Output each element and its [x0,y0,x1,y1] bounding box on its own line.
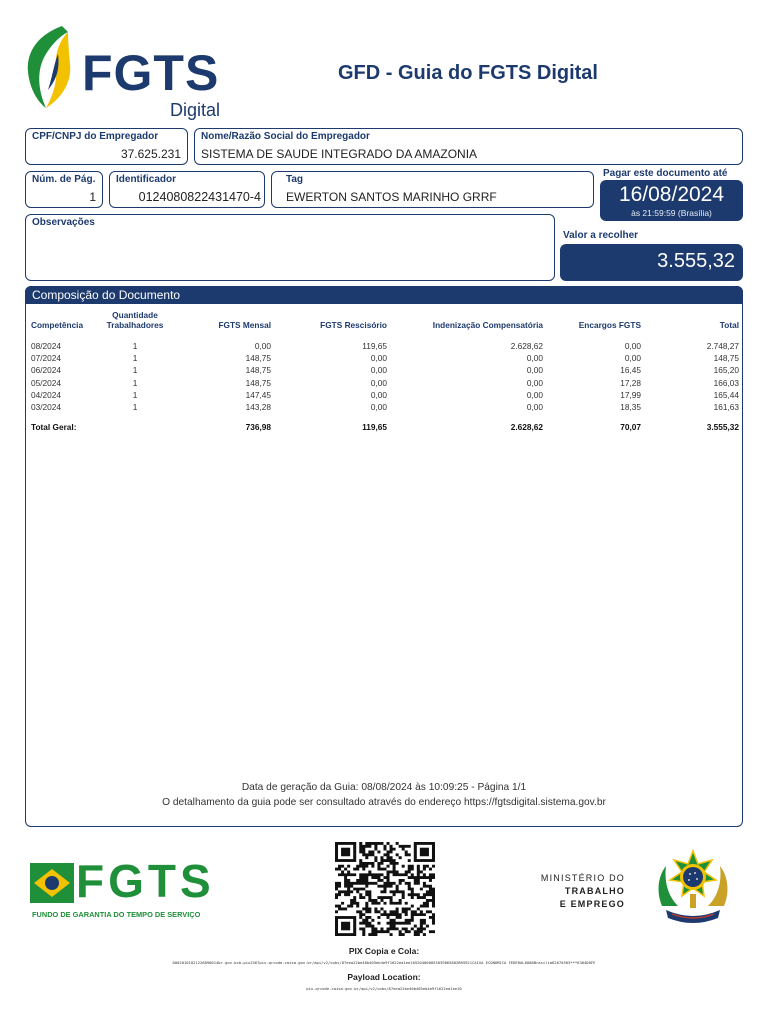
employer-name-box [194,128,743,165]
brazil-coat-of-arms-icon [652,848,734,928]
cell-competencia: 03/2024 [31,402,61,413]
due-date-value: 16/08/2024 [618,183,725,206]
cell-fgts-mensal: 148,75 [245,377,271,388]
amount-label: Valor a recolher [563,230,639,241]
col-encargos: Encargos FGTS [578,320,641,330]
cell-total: 2.748,27 [706,341,739,351]
col-competencia: Competência [31,320,84,330]
col-fgts-mensal: FGTS Mensal [218,320,271,330]
cell-indenizacao: 0,00 [526,389,543,400]
table-total-row [31,421,739,433]
brazil-flag-icon [30,863,74,903]
employer-cnpj-value: 37.625.231 [120,147,181,161]
fgts-fund-tagline: FUNDO DE GARANTIA DO TEMPO DE SERVIÇO [32,910,201,919]
cell-encargos: 16,45 [620,365,641,376]
cell-competencia: 05/2024 [31,377,61,388]
due-date-label: Pagar este documento até [603,168,728,179]
cell-fgts-rescisorio: 0,00 [370,353,387,364]
logo-digital-text: Digital [170,100,221,120]
identifier-box [109,171,265,208]
cell-competencia: 04/2024 [31,389,61,400]
table-header-row [31,308,739,330]
tag-value: EWERTON SANTOS MARINHO GRRF [286,190,497,204]
col-indenizacao: Indenização Compensatória [432,320,543,330]
page-number-label: Núm. de Pág. [32,174,96,185]
employer-cnpj-box [25,128,188,165]
cell-fgts-mensal: 143,28 [245,402,271,413]
page-number-box [25,171,103,208]
ministry-label [520,872,625,911]
col-quantidade: Quantidade Trabalhadores [106,310,164,330]
table-row [31,377,739,389]
employer-cnpj-label: CPF/CNPJ do Empregador [32,131,159,142]
cell-total: 161,63 [713,402,739,413]
cell-quantidade: 1 [132,377,138,388]
identifier-value: 0124080822431470-4 [138,190,261,204]
total-fgts-rescisorio: 119,65 [362,422,387,433]
total-label: Total Geral: [31,422,77,433]
ministry-line-3: E EMPREGO [559,899,625,909]
tag-label: Tag [286,174,304,185]
cell-encargos: 17,99 [620,389,641,400]
pix-qr-code [335,842,435,936]
cell-competencia: 07/2024 [31,353,61,364]
pix-label: PIX Copia e Cola: [348,946,420,956]
cell-encargos: 0,00 [624,353,641,364]
fgts-fund-logo [30,855,220,922]
payload-value: pix-qrcode.caixa.gov.br/api/v2/cobv/87eea22be40b405eb4e9f1622ea1ee10 [306,986,462,991]
cell-fgts-rescisorio: 119,65 [362,341,387,351]
table-row [31,340,739,352]
cell-fgts-mensal: 147,45 [245,389,271,400]
col-total: Total [719,320,739,330]
cell-fgts-mensal: 148,75 [245,353,271,364]
ministry-line-2: TRABALHO [564,886,625,896]
fgts-fund-logo-text: FGTS [76,855,215,907]
cell-indenizacao: 0,00 [526,377,543,388]
payload-label: Payload Location: [347,972,421,982]
page-number-value: 1 [89,190,96,204]
cell-fgts-rescisorio: 0,00 [370,389,387,400]
employer-name-label: Nome/Razão Social do Empregador [201,131,370,142]
total-indenizacao: 2.628,62 [510,422,543,433]
due-time-value: às 21:59:59 (Brasília) [631,208,712,218]
generation-date-text: Data de geração da Guia: 08/08/2024 às 10:09:25 - Página 1/1 [241,782,527,793]
pix-code: 00020101021226890014br.gov.bcb.pix2567pix-qrcode.caixa.gov.br/api/v2/cobv/87eea22be40b405eb4e9f1622ea1ee105204000053039865802BR5921CAIXA ECONOMICA FEDERAL6008Brasilia62070503***6304D0FE [172,960,596,965]
cell-indenizacao: 2.628,62 [510,341,543,351]
cell-quantidade: 1 [132,365,138,376]
total-total: 3.555,32 [706,422,739,433]
cell-fgts-mensal: 148,75 [245,365,271,376]
composition-table [31,308,739,433]
cell-total: 165,44 [713,389,739,400]
total-encargos: 70,07 [620,422,641,433]
cell-indenizacao: 0,00 [526,353,543,364]
page-title: GFD - Guia do FGTS Digital [338,62,598,84]
composition-header-bar [25,286,743,304]
identifier-label: Identificador [116,174,177,185]
cell-indenizacao: 0,00 [526,402,543,413]
cell-encargos: 18,35 [620,402,641,413]
logo-fgts-text: FGTS [82,45,220,101]
observations-label: Observações [32,217,95,228]
details-text: O detalhamento da guia pode ser consultado através do endereço https://fgtsdigital.sistema.gov.br [162,797,606,808]
fgts-leaf-icon [24,24,74,110]
cell-indenizacao: 0,00 [526,365,543,376]
tag-box [271,171,594,208]
cell-fgts-rescisorio: 0,00 [370,402,387,413]
composition-title: Composição do Documento [32,288,181,302]
total-fgts-mensal: 736,98 [245,422,271,433]
cell-quantidade: 1 [132,402,138,413]
cell-quantidade: 1 [132,341,138,351]
amount-box [560,244,743,281]
cell-fgts-rescisorio: 0,00 [370,365,387,376]
cell-competencia: 08/2024 [31,341,61,351]
table-row [31,389,739,401]
due-date-box [600,180,743,221]
cell-total: 148,75 [713,353,739,364]
cell-fgts-mensal: 0,00 [254,341,271,351]
employer-name-value: SISTEMA DE SAUDE INTEGRADO DA AMAZONIA [201,147,478,161]
cell-competencia: 06/2024 [31,365,61,376]
cell-encargos: 0,00 [624,341,641,351]
cell-quantidade: 1 [132,353,138,364]
cell-total: 166,03 [713,377,739,388]
fgts-digital-logo [22,22,232,122]
cell-quantidade: 1 [132,389,138,400]
observations-box [25,214,555,281]
table-row [31,364,739,376]
cell-encargos: 17,28 [620,377,641,388]
table-row [31,401,739,413]
ministry-line-1: MINISTÉRIO DO [540,873,625,883]
table-row [31,352,739,364]
col-fgts-rescisorio: FGTS Rescisório [320,320,387,330]
amount-value: 3.555,32 [657,250,735,272]
cell-total: 165,20 [713,365,739,376]
cell-fgts-rescisorio: 0,00 [370,377,387,388]
